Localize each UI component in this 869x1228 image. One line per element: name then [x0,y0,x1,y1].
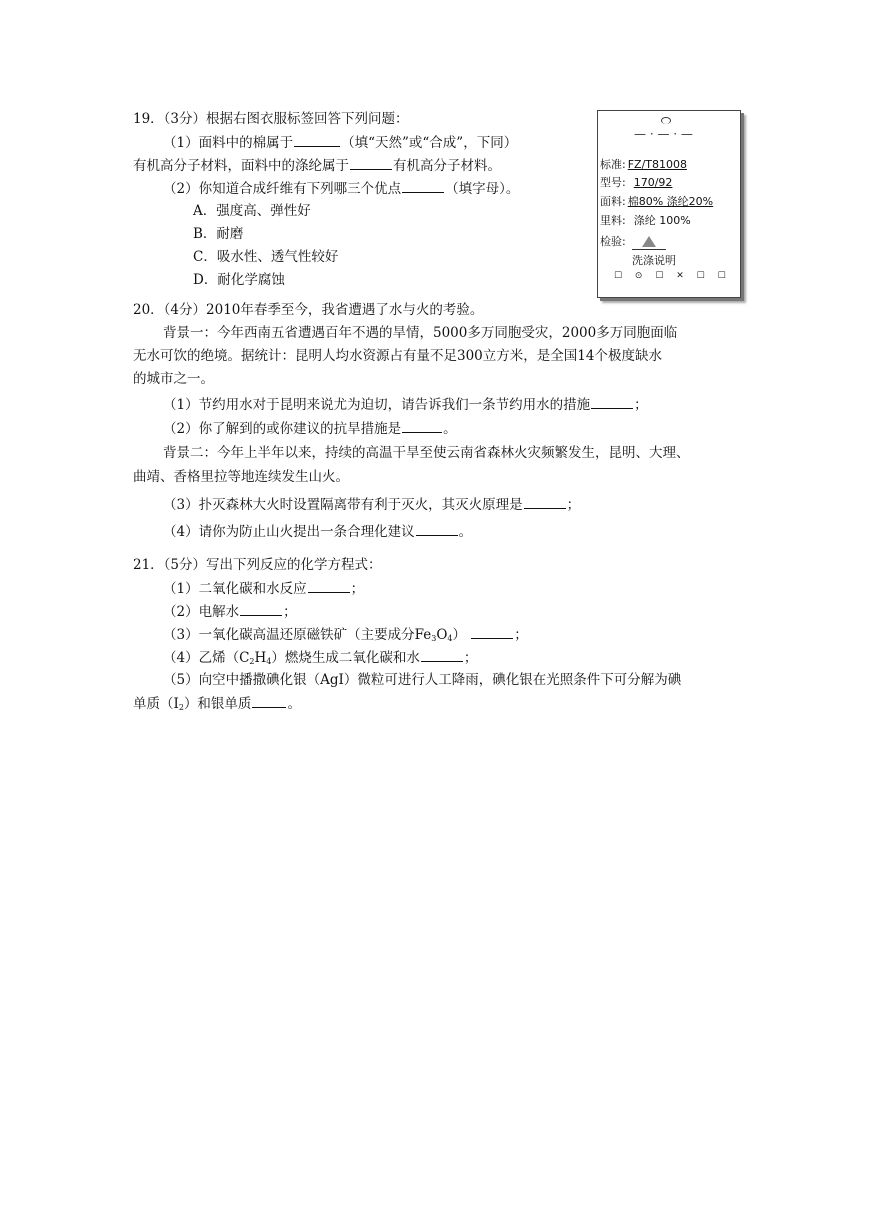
q20-p4-end: 。 [458,524,473,540]
q20-part3 [163,494,580,515]
tag-standard-row [600,157,687,173]
q19-answer-blank-1[interactable] [294,132,340,147]
clothing-tag-image [597,110,741,298]
q21-part2 [163,601,297,622]
q21-part5-line2 [133,693,301,718]
tag-standard-label: 标准: [600,158,626,171]
q20-p3-end: ； [566,497,581,513]
tag-header-cropped: — · — · — [634,127,693,141]
tag-model-label: 型号: [600,176,626,189]
q21-p4-mid: H [254,650,267,666]
q19-part1-line2 [133,155,501,176]
q21-p4-sub1: 2 [249,657,255,666]
q21-answer-blank-1[interactable] [308,578,350,593]
tag-standard-value: FZ/T81008 [627,158,687,171]
q21-p3-end: ； [514,627,528,643]
q21-part3 [163,624,528,649]
q19-option-b: B．耐磨 [193,226,244,242]
q19-p2-text-a: （2）你知道合成纤维有下列哪三个优点 [163,181,402,197]
q21-stem: 21．（5分）写出下列反应的化学方程式： [133,557,382,573]
q19-p1-text-c: 有机高分子材料，面料中的涤纶属于 [133,158,349,174]
q20-p4-text: （4）请你为防止山火提出一条合理化建议 [163,524,415,540]
q20-answer-blank-2[interactable] [402,418,442,433]
q21-p4-text-b: ）燃烧生成二氧化碳和水 [271,650,420,666]
q19-p1-text-a: （1）面料中的棉属于 [163,135,294,151]
q20-p3-text: （3）扑灭森林大火时设置隔离带有利于灭火，其灭火原理是 [163,497,523,513]
q20-part4 [163,521,472,542]
tag-model-row [600,175,672,191]
q21-p1-end: ； [350,581,365,597]
q21-answer-blank-2[interactable] [240,601,282,616]
q19-part2 [163,178,519,199]
q21-p3-sub2: 4 [447,634,453,643]
q21-p4-sub2: 4 [266,657,272,666]
q20-p1-text: （1）节约用水对于昆明来说尤为迫切，请告诉我们一条节约用水的措施 [163,397,591,413]
q20-background2-line2: 曲靖、香格里拉等地连续发生山火。 [133,469,349,485]
inspection-seal-icon [632,235,666,250]
q20-part1 [163,394,648,415]
tag-fabric-row [600,194,713,210]
q20-part2 [163,418,457,439]
q20-answer-blank-3[interactable] [524,494,566,509]
q21-answer-blank-4[interactable] [421,647,463,662]
tag-lining-value: 涤纶 100% [633,214,691,227]
tag-inspection-row [600,234,666,250]
q19-answer-blank-2[interactable] [350,155,392,170]
q19-p1-text-d: 有机高分子材料。 [393,158,501,174]
q21-p4-end: ； [463,650,478,666]
q21-p3-mid: O [436,627,448,643]
q21-answer-blank-3[interactable] [471,624,513,639]
q19-p2-text-b: （填字母）。 [445,181,520,197]
q19-part1-line1 [163,132,517,153]
q21-part4 [163,647,477,672]
q21-p5-sub: 2 [178,703,184,712]
q20-background2-line1: 背景二：今年上半年以来，持续的高温干旱至使云南省森林火灾频繁发生，昆明、大理、 [163,445,690,461]
tag-wash-label: 洗涤说明 [632,254,676,267]
q19-p1-text-b: （填“天然”或“合成”，下同） [341,135,518,151]
q20-p1-end: ； [634,397,648,413]
q21-p2-text: （2）电解水 [163,604,240,620]
tag-lining-row [600,213,691,229]
q19-option-a: A．强度高、弹性好 [193,203,311,219]
q21-p1-text: （1）二氧化碳和水反应 [163,581,307,597]
q21-part5-line1: （5）向空中播撒碘化银（AgI）微粒可进行人工降雨，碘化银在光照条件下可分解为碘 [163,672,682,688]
q19-answer-blank-3[interactable] [402,178,444,193]
tag-hole-icon [661,117,671,124]
q20-answer-blank-1[interactable] [591,394,633,409]
q19-stem: 19．（3分）根据右图衣服标签回答下列问题： [133,111,409,127]
q20-p2-end: 。 [443,421,457,437]
q21-p3-close: ） [452,627,466,643]
q21-p3-sub1: 3 [431,634,437,643]
q21-p2-end: ； [283,604,297,620]
q21-p5-text-b: 单质（I [133,696,179,712]
q20-p2-text: （2）你了解到的或你建议的抗旱措施是 [163,421,402,437]
tag-fabric-value: 棉80% 涤纶20% [627,195,714,208]
q20-answer-blank-4[interactable] [416,521,458,536]
tag-model-value: 170/92 [633,176,673,189]
tag-lining-label: 里料: [600,214,626,227]
q21-part1 [163,578,364,599]
wash-care-icons: ☐ ⊙ ☐ ✕ ☐ ☐ [614,271,731,281]
q20-background1-line3: 的城市之一。 [133,371,214,387]
q21-p3-text: （3）一氧化碳高温还原磁铁矿（主要成分Fe [163,627,432,643]
q20-background1-line2: 无水可饮的绝境。据统计：昆明人均水资源占有量不足300立方米，是全国14个极度缺水 [133,348,662,364]
q21-p5-end: 。 [287,696,301,712]
q20-background1-line1: 背景一：今年西南五省遭遇百年不遇的旱情，5000多万同胞受灾，2000多万同胞面临 [163,325,678,341]
q21-answer-blank-5[interactable] [252,693,286,708]
q20-stem: 20．（4分）2010年春季至今，我省遭遇了水与火的考验。 [133,302,484,318]
tag-inspection-label: 检验: [600,235,626,248]
q19-option-d: D．耐化学腐蚀 [193,272,285,288]
q19-option-c: C．吸水性、透气性较好 [193,249,339,265]
tag-fabric-label: 面料: [600,195,626,208]
q21-p5-text-c: ）和银单质 [183,696,252,712]
q21-p4-text: （4）乙烯（C [163,650,250,666]
